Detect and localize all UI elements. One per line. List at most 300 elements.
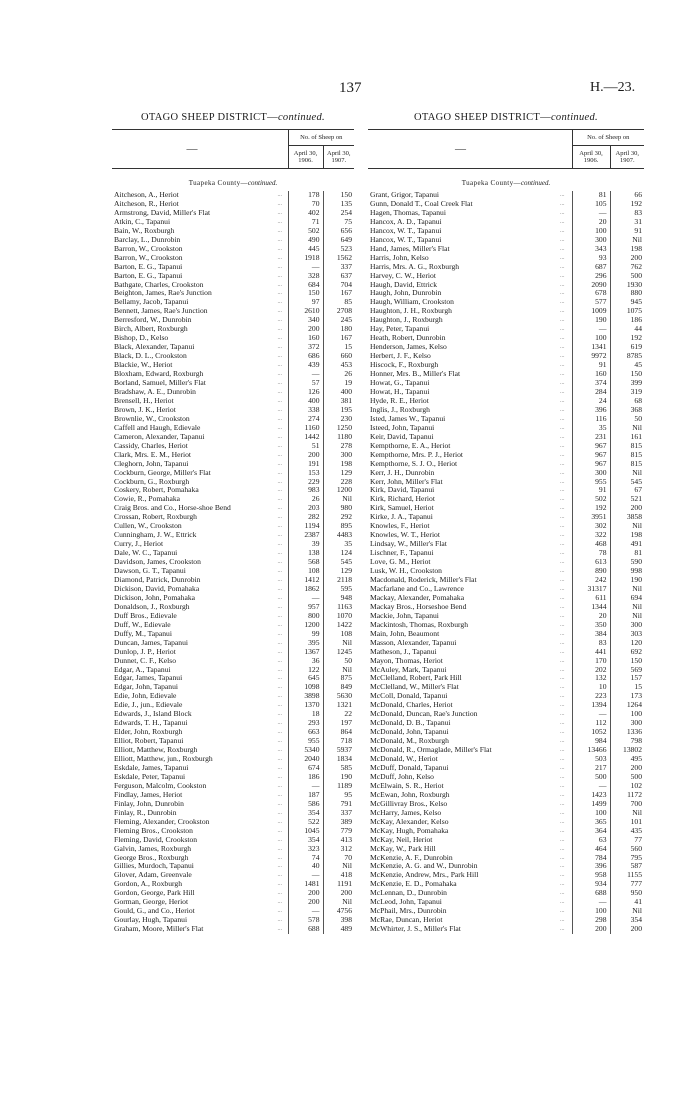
sheep-1907: 300 (610, 621, 644, 630)
owner-name: Main, John, Beaumont (370, 629, 440, 638)
table-row (368, 862, 644, 871)
owner-name: Brown, J. K., Heriot (114, 405, 176, 414)
sheep-1907: 1321 (323, 701, 354, 710)
owner-header: — (112, 130, 272, 169)
sheep-1907: 67 (610, 486, 644, 495)
owner-name: McPhail, Mrs., Dunrobin (370, 907, 447, 916)
leader-dots: ... (560, 773, 565, 780)
sheep-1907: 167 (323, 334, 354, 343)
sheep-1907: 70 (323, 854, 354, 863)
leader-dots: ... (560, 245, 565, 252)
leader-dots: ... (277, 666, 282, 673)
leader-dots: ... (560, 630, 565, 637)
table-row (112, 782, 354, 791)
sheep-1906: 108 (288, 567, 323, 576)
sheep-1907: 815 (610, 460, 644, 469)
leader-dots: ... (277, 756, 282, 763)
table-row (112, 648, 354, 657)
leader-dots: ... (277, 254, 282, 261)
leader-dots: ... (560, 639, 565, 646)
sheep-1906: 274 (288, 415, 323, 424)
sheep-1906: 100 (572, 907, 610, 916)
table-row (112, 567, 354, 576)
table-row (112, 657, 354, 666)
owner-name: Elliot, Robert, Tapanui (114, 737, 184, 746)
sheep-1907: 791 (323, 800, 354, 809)
owner-name: Kempthorne, S. J. O., Heriot (370, 459, 458, 468)
owner-name: McLeod, John, Tapanui (370, 898, 442, 907)
table-row (368, 845, 644, 854)
column-title-italic: continued. (550, 112, 598, 123)
leader-dots: ... (560, 585, 565, 592)
owner-name: Duff Bros., Edievale (114, 611, 177, 620)
leader-dots: ... (277, 505, 282, 512)
sheep-1906: 97 (288, 298, 323, 307)
table-row (368, 325, 644, 334)
sheep-1906: 464 (572, 845, 610, 854)
sheep-1906: 503 (572, 755, 610, 764)
sheep-1907: 300 (610, 719, 644, 728)
sheep-1907: 319 (610, 388, 644, 397)
leader-dots: ... (560, 290, 565, 297)
leader-dots: ... (277, 675, 282, 682)
table-row (112, 379, 354, 388)
owner-name: Cullen, W., Crookston (114, 522, 182, 531)
sheep-1906: 1423 (572, 791, 610, 800)
sheep-1906: 100 (572, 809, 610, 818)
table-row (368, 298, 644, 307)
table-row (368, 880, 644, 889)
leader-dots: ... (277, 648, 282, 655)
sheep-1906: 200 (288, 325, 323, 334)
sheep-1907: 157 (610, 674, 644, 683)
sheep-1906: 784 (572, 854, 610, 863)
sheep-1907: Nil (610, 612, 644, 621)
table-row (368, 558, 644, 567)
leader-dots: ... (560, 505, 565, 512)
table-row (368, 683, 644, 692)
owner-name: Cameron, Alexander, Tapanui (114, 432, 205, 441)
owner-name: McGillivray Bros., Kelso (370, 799, 448, 808)
sheep-1907: 200 (610, 504, 644, 513)
leader-dots: ... (560, 353, 565, 360)
table-row (112, 352, 354, 361)
sheep-1906: 153 (288, 469, 323, 478)
leader-dots: ... (560, 747, 565, 754)
sheep-1907: 1180 (323, 433, 354, 442)
sheep-1907: 1250 (323, 424, 354, 433)
leader-dots: ... (560, 648, 565, 655)
table-row (368, 272, 644, 281)
table-row (368, 397, 644, 406)
sheep-1906: 35 (572, 424, 610, 433)
table-row (368, 612, 644, 621)
owner-name: McClelland, Robert, Park Hill (370, 674, 462, 683)
table-row (112, 621, 354, 630)
owner-name: McKenzie, Andrew, Mrs., Park Hill (370, 871, 479, 880)
sheep-1906: — (572, 782, 610, 791)
leader-dots: ... (277, 326, 282, 333)
owner-name: McDonald, M., Roxburgh (370, 737, 449, 746)
owner-name: Hyde, R. E., Heriot (370, 396, 429, 405)
sheep-1907: 50 (323, 657, 354, 666)
leader-dots: ... (277, 899, 282, 906)
sheep-1907: 880 (610, 289, 644, 298)
sheep-1907: 948 (323, 594, 354, 603)
sheep-1906: 1370 (288, 701, 323, 710)
sheep-1907: 590 (610, 558, 644, 567)
table-row (368, 737, 644, 746)
leader-dots: ... (560, 415, 565, 422)
sheep-1907: 292 (323, 513, 354, 522)
leader-dots: ... (277, 487, 282, 494)
leader-dots: ... (277, 818, 282, 825)
leader-dots: ... (277, 729, 282, 736)
owner-name: Howat, H., Tapanui (370, 387, 430, 396)
owner-name: Fleming Bros., Crookston (114, 826, 193, 835)
page-number: 137 (339, 80, 362, 96)
sheep-1906: 1442 (288, 433, 323, 442)
owner-name: Elliott, Matthew, jun., Roxburgh (114, 755, 213, 764)
sheep-1906: 1394 (572, 701, 610, 710)
sheep-1906: 300 (572, 469, 610, 478)
owner-name: Curry, J., Heriot (114, 540, 164, 549)
leader-dots: ... (560, 362, 565, 369)
table-row (112, 263, 354, 272)
table-row (112, 245, 354, 254)
sheep-1906: 3898 (288, 692, 323, 701)
sheep-1906: 338 (288, 406, 323, 415)
sheep-1906: 229 (288, 478, 323, 487)
sheep-1907: 569 (610, 666, 644, 675)
sheep-table (368, 129, 644, 169)
owner-name: McDuff, Donald, Tapanui (370, 764, 449, 772)
leader-dots: ... (560, 782, 565, 789)
sheep-1907: Nil (323, 666, 354, 675)
owner-name: Caffell and Haugh, Edievale (114, 423, 201, 432)
table-row (112, 451, 354, 460)
table-row (112, 361, 354, 370)
sheep-1906: 955 (288, 737, 323, 746)
owner-name: Atkin, C., Tapanui (114, 217, 171, 226)
leader-dots: ... (560, 523, 565, 530)
sheep-1906: 160 (288, 334, 323, 343)
leader-dots: ... (277, 872, 282, 879)
leader-dots: ... (560, 227, 565, 234)
table-row (368, 281, 644, 290)
sheep-1906: 967 (572, 442, 610, 451)
owner-name: Cockburn, George, Miller's Flat (114, 468, 211, 477)
leader-dots: ... (560, 299, 565, 306)
owner-name: McDonald, Charles, Heriot (370, 701, 453, 710)
owner-name: Eskdale, James, Tapanui (114, 764, 189, 772)
leader-dots: ... (560, 675, 565, 682)
sheep-1907: 1070 (323, 612, 354, 621)
owner-name: Clark, Mrs. E. M., Heriot (114, 450, 191, 459)
leader-dots: ... (560, 791, 565, 798)
table-row (112, 504, 354, 513)
sheep-1906: 1862 (288, 585, 323, 594)
owner-name: Fleming, David, Crookston (114, 835, 198, 844)
sheep-1906: 91 (572, 361, 610, 370)
sheep-1906: 200 (288, 898, 323, 907)
owner-name: Dale, W. C., Tapanui (114, 549, 178, 558)
table-row (368, 567, 644, 576)
owner-name: Birch, Albert, Roxburgh (114, 325, 188, 334)
table-row (112, 316, 354, 325)
leader-dots: ... (560, 872, 565, 879)
table-row (368, 755, 644, 764)
sheep-1906: 150 (288, 289, 323, 298)
table-row (368, 549, 644, 558)
sheep-1906: 354 (288, 809, 323, 818)
owner-name: Edgar, John, Tapanui (114, 683, 178, 692)
sheep-1907: Nil (610, 522, 644, 531)
table-row (112, 442, 354, 451)
table-row (112, 254, 354, 263)
sheep-1907: 173 (610, 692, 644, 701)
leader-dots: ... (560, 836, 565, 843)
leader-dots: ... (277, 568, 282, 575)
leader-dots: ... (277, 308, 282, 315)
owner-name: Cowie, R., Pomahaka (114, 495, 181, 504)
owner-name: Craig Bros. and Co., Horse-shoe Bend (114, 504, 231, 513)
sheep-1907: 815 (610, 442, 644, 451)
sheep-1906: 132 (572, 674, 610, 683)
owner-name: Barton, E. G., Tapanui (114, 262, 183, 271)
owner-name: Kirke, J. A., Tapanui (370, 513, 433, 522)
sheep-1907: 523 (323, 245, 354, 254)
owner-name: Hand, James, Miller's Flat (370, 244, 450, 253)
leader-dots: ... (277, 344, 282, 351)
sheep-1907: 1191 (323, 880, 354, 889)
sheep-1907: 595 (323, 585, 354, 594)
leader-dots: ... (277, 639, 282, 646)
sheep-1906: 934 (572, 880, 610, 889)
leader-dots: ... (560, 576, 565, 583)
sheep-1906: 3951 (572, 513, 610, 522)
leader-dots: ... (560, 845, 565, 852)
owner-name: Duffy, M., Tapanui (114, 629, 172, 638)
sheep-1907: 1172 (610, 791, 644, 800)
owner-name: Haughton, J., Roxburgh (370, 316, 443, 325)
owner-name: Berresford, W., Dunrobin (114, 316, 192, 325)
sheep-1906: 71 (288, 218, 323, 227)
sheep-table (112, 129, 354, 169)
sheep-1906: 2610 (288, 307, 323, 316)
table-row (112, 531, 354, 540)
sheep-1906: 116 (572, 415, 610, 424)
sheep-1907: 108 (323, 630, 354, 639)
sheep-1907: 1336 (610, 728, 644, 737)
leader-dots: ... (277, 541, 282, 548)
table-row (112, 701, 354, 710)
leader-dots: ... (277, 362, 282, 369)
sheep-1907: 50 (610, 415, 644, 424)
table-row (368, 674, 644, 683)
owner-name: Dawson, G. T., Tapanui (114, 567, 186, 576)
owner-name: Haughton, J. H., Roxburgh (370, 307, 452, 316)
sheep-1906: 1918 (288, 254, 323, 263)
sheep-1907: 15 (323, 343, 354, 352)
county-continued: continued. (520, 179, 551, 187)
owner-name: Mackay Bros., Horseshoe Bend (370, 602, 467, 611)
table-row (368, 531, 644, 540)
sheep-1907: 13802 (610, 746, 644, 755)
owner-name: Davidson, James, Crookston (114, 558, 201, 567)
sheep-1906: 577 (572, 298, 610, 307)
sheep-1906: 983 (288, 486, 323, 495)
owner-name: Lusk, W. H., Crookston (370, 567, 442, 576)
sheep-1906: 374 (572, 379, 610, 388)
sheep-1907: 278 (323, 442, 354, 451)
table-row (112, 764, 354, 773)
sheep-1906: 468 (572, 540, 610, 549)
leader-dots: ... (277, 800, 282, 807)
sheep-1906: 203 (288, 504, 323, 513)
sheep-1906: 24 (572, 397, 610, 406)
leader-dots: ... (277, 845, 282, 852)
leader-dots: ... (277, 576, 282, 583)
leader-dots: ... (277, 317, 282, 324)
owner-name: Bain, W., Roxburgh (114, 226, 175, 235)
left-column (112, 112, 354, 934)
sheep-1906: 396 (572, 862, 610, 871)
leader-dots: ... (560, 344, 565, 351)
owner-name: McDonald, D. B., Tapanui (370, 719, 451, 728)
leader-dots: ... (560, 666, 565, 673)
leader-dots: ... (560, 899, 565, 906)
sheep-1906: — (572, 209, 610, 218)
table-row (368, 415, 644, 424)
owner-name: George Bros., Roxburgh (114, 853, 189, 862)
sheep-1906: 586 (288, 800, 323, 809)
table-row (112, 334, 354, 343)
table-row (368, 307, 644, 316)
sheep-1906: 192 (572, 504, 610, 513)
table-row (112, 755, 354, 764)
sheep-1907: 150 (610, 370, 644, 379)
table-row (368, 191, 644, 200)
table-row (368, 343, 644, 352)
owner-name: Edwards, J., Island Block (114, 710, 192, 719)
column-title (368, 112, 644, 123)
table-row (368, 236, 644, 245)
leader-dots: ... (277, 836, 282, 843)
table-row (112, 925, 354, 934)
sheep-1907: 998 (610, 567, 644, 576)
owner-name: Diamond, Patrick, Dunrobin (114, 575, 201, 584)
table-row (112, 737, 354, 746)
sheep-1907: 619 (610, 343, 644, 352)
sheep-1907: 3858 (610, 513, 644, 522)
leader-dots: ... (277, 917, 282, 924)
leader-dots: ... (277, 523, 282, 530)
sheep-1907: 19 (323, 379, 354, 388)
sheep-1907: 1163 (323, 603, 354, 612)
sheep-1907: 895 (323, 522, 354, 531)
owner-name: Barton, E. G., Tapanui (114, 271, 183, 280)
sheep-1907: 192 (610, 200, 644, 209)
owner-name: Hagen, Thomas, Tapanui (370, 208, 446, 217)
sheep-1907: 15 (610, 683, 644, 692)
leader-dots: ... (277, 881, 282, 888)
leader-dots: ... (560, 272, 565, 279)
sheep-1907: 864 (323, 728, 354, 737)
sheep-1906: 340 (288, 316, 323, 325)
owner-name: McKay, W., Park Hill (370, 844, 436, 853)
sheep-1906: 160 (572, 370, 610, 379)
sheep-1907: 1075 (610, 307, 644, 316)
leader-dots: ... (560, 908, 565, 915)
leader-dots: ... (277, 693, 282, 700)
table-row (112, 424, 354, 433)
sheep-1906: 502 (288, 227, 323, 236)
sheep-1906: 190 (572, 316, 610, 325)
owner-name: Kempthorne, Mrs. P. J., Heriot (370, 450, 464, 459)
table-row (368, 585, 644, 594)
sheep-1907: 692 (610, 648, 644, 657)
sheep-1906: 613 (572, 558, 610, 567)
owner-name: Honner, Mrs. B., Miller's Flat (370, 370, 461, 379)
owner-name: Aitcheson, A., Heriot (114, 191, 179, 199)
sheep-1906: — (288, 263, 323, 272)
owner-name: Findlay, James, Heriot (114, 790, 183, 799)
year-1907-header: April 30, 1907. (610, 146, 644, 169)
table-row (112, 854, 354, 863)
table-row (368, 361, 644, 370)
sheep-1907: 815 (610, 451, 644, 460)
leader-dots: ... (560, 729, 565, 736)
owner-name: Haugh, William, Crookston (370, 298, 454, 307)
table-row (368, 773, 644, 782)
table-row (368, 486, 644, 495)
owner-name: Hay, Peter, Tapanui (370, 325, 430, 334)
owner-name: Dickison, David, Pomahaka (114, 584, 200, 593)
leader-dots: ... (277, 585, 282, 592)
leader-dots: ... (560, 917, 565, 924)
leader-dots: ... (277, 738, 282, 745)
table-row (112, 415, 354, 424)
table-row (368, 316, 644, 325)
leader-dots: ... (560, 496, 565, 503)
table-row (368, 603, 644, 612)
table-row (112, 880, 354, 889)
owner-name: Dunnet, C. F., Kelso (114, 656, 177, 665)
sheep-1906: 13466 (572, 746, 610, 755)
sheep-1907: 81 (610, 549, 644, 558)
table-row (368, 263, 644, 272)
sheep-1907: 1155 (610, 871, 644, 880)
leader-dots: ... (560, 657, 565, 664)
sheep-1906: 242 (572, 576, 610, 585)
owner-name: Harris, John, Kelso (370, 253, 429, 262)
sheep-1907: 400 (323, 388, 354, 397)
county-continued: continued. (247, 179, 278, 187)
leader-dots: ... (560, 406, 565, 413)
sheep-1907: 980 (323, 504, 354, 513)
sheep-1906: 800 (288, 612, 323, 621)
sheep-1907: 585 (323, 764, 354, 773)
leader-dots: ... (277, 827, 282, 834)
leader-dots: ... (560, 218, 565, 225)
table-row (112, 836, 354, 845)
sheep-1907: 1264 (610, 701, 644, 710)
sheep-1906: 74 (288, 854, 323, 863)
leader-dots: ... (277, 371, 282, 378)
owner-name: Bishop, D., Kelso (114, 334, 169, 343)
county-heading (368, 169, 644, 191)
